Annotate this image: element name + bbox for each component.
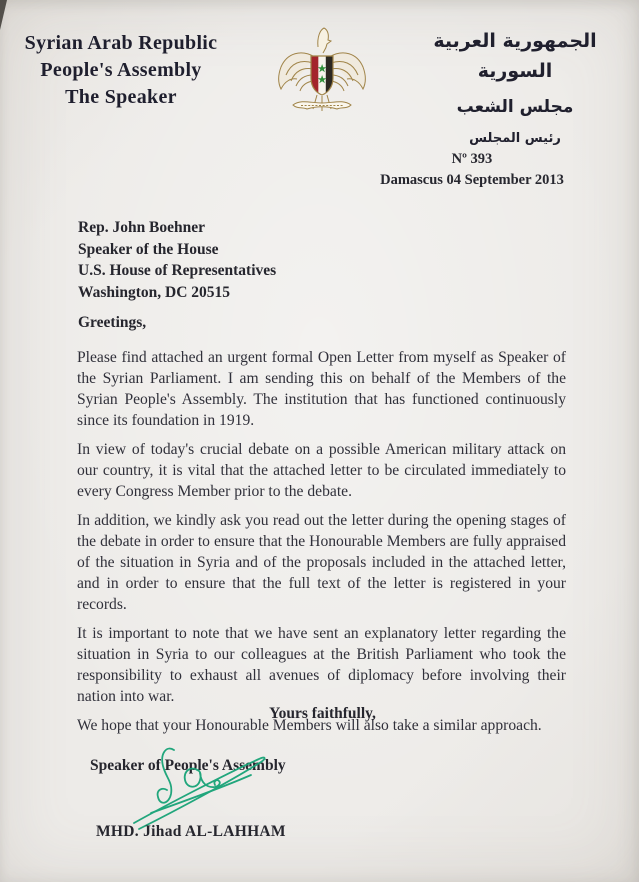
recipient-city: Washington, DC 20515 <box>78 283 231 301</box>
letter-body <box>77 347 566 744</box>
body-paragraph: In view of today's crucial debate on a possible American military attack on our country, it is vital that the attached letter to be circulated immediately to every Congress Member prior to the debate. <box>77 441 566 500</box>
letterhead-speaker: The Speaker <box>65 86 177 108</box>
arabic-title-speaker: رئيس المجلس <box>469 131 561 146</box>
letterhead-assembly: People's Assembly <box>40 59 202 81</box>
dateline: Damascus 04 September 2013 <box>380 172 564 188</box>
signer-title: Speaker of People's Assembly <box>90 757 286 774</box>
arabic-title-republic: الجمهورية العربية السورية <box>433 30 597 82</box>
syrian-coat-of-arms <box>271 23 373 123</box>
letterhead-english <box>22 30 220 111</box>
signer-name: MHD. Jihad AL-LAHHAM <box>96 823 286 840</box>
body-paragraph: We hope that your Honourable Members will also take a similar approach. <box>77 717 542 734</box>
body-paragraph: It is important to note that we have sent an explanatory letter regarding the situation in Syria to our colleagues at the British Parliament who took the responsibility to exhaust all avenues of diplomacy before involving their nation into war. <box>77 625 566 705</box>
recipient-address <box>78 217 276 303</box>
letterhead-country: Syrian Arab Republic <box>24 32 218 54</box>
body-paragraph: In addition, we kindly ask you read out the letter during the opening stages of the debate in order to ensure that the Honourable Members are fully appraised of the situation in Syria and of the proposals included in the attached letter, and in order to ensure that the full text of the letter is registered in your records. <box>77 512 566 613</box>
scan-corner-artifact <box>0 0 7 30</box>
arabic-title-assembly: مجلس الشعب <box>456 97 574 117</box>
recipient-title: Speaker of the House <box>78 240 219 258</box>
recipient-name: Rep. John Boehner <box>78 219 206 236</box>
recipient-institution: U.S. House of Representatives <box>78 262 277 279</box>
body-paragraph: Please find attached an urgent formal Open Letter from myself as Speaker of the Syrian Parliament. I am sending this on behalf of the Members of the Syrian People's Assembly. The institution that has functioned continuously since its foundation in 1919. <box>77 349 566 429</box>
letterhead-arabic <box>405 26 625 150</box>
eagle-emblem-icon <box>271 23 373 123</box>
valediction: Yours faithfully, <box>269 705 376 722</box>
reference-block <box>374 149 570 191</box>
salutation: Greetings, <box>78 314 147 331</box>
reference-number: Nº 393 <box>451 151 493 167</box>
